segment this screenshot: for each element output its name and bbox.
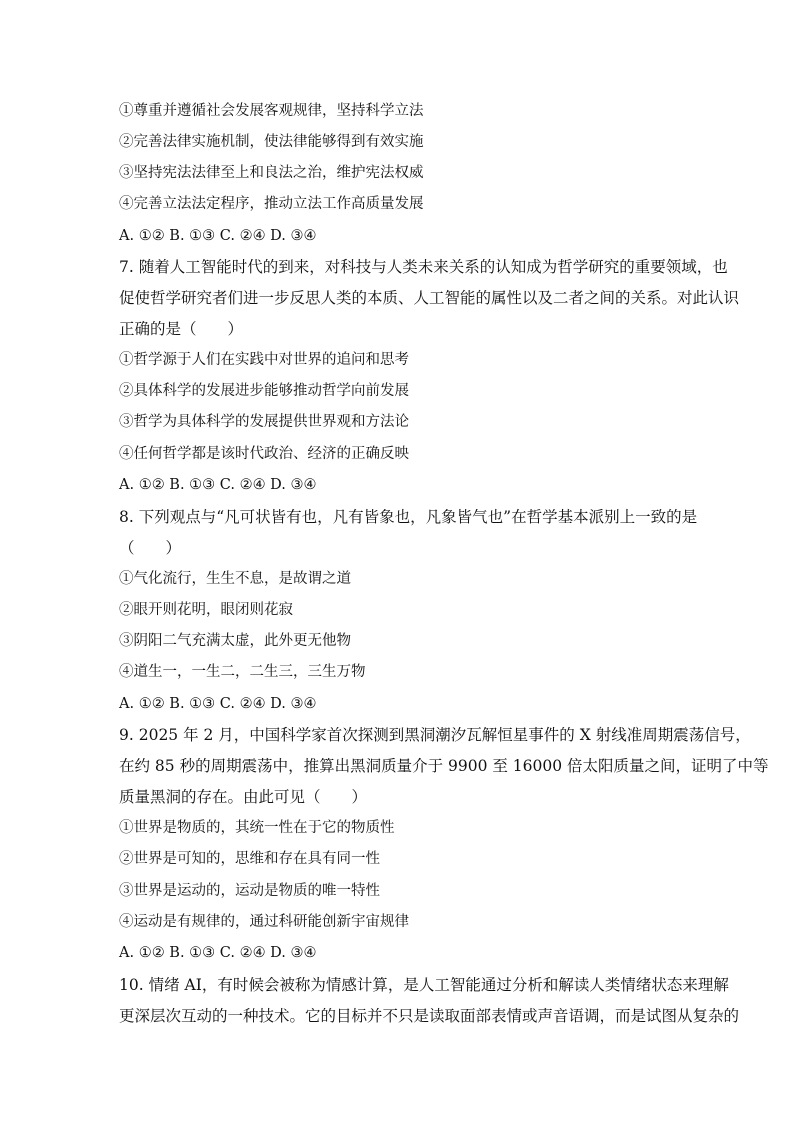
option-line: ④运动是有规律的，通过科研能创新宇宙规律	[119, 914, 409, 930]
question-7-line: 正确的是（ ）	[119, 320, 244, 338]
answer-choices: A. ①② B. ①③ C. ②④ D. ③④	[119, 945, 317, 961]
option-line: ②眼开则花明，眼闭则花寂	[119, 602, 293, 618]
option-line: ③世界是运动的，运动是物质的唯一特性	[119, 883, 380, 899]
option-line: ②完善法律实施机制，使法律能够得到有效实施	[119, 134, 424, 150]
option-line: ②具体科学的发展进步能够推动哲学向前发展	[119, 383, 409, 399]
option-line: ③阴阳二气充满太虚，此外更无他物	[119, 633, 351, 649]
answer-choices: A. ①② B. ①③ C. ②④ D. ③④	[119, 477, 317, 493]
option-line: ②世界是可知的，思维和存在具有同一性	[119, 851, 380, 867]
question-7-line: 促使哲学研究者们进一步反思人类的本质、人工智能的属性以及二者之间的关系。对此认识	[119, 289, 740, 307]
option-line: ④完善立法法定程序，推动立法工作高质量发展	[119, 196, 424, 212]
option-line: ①尊重并遵循社会发展客观规律，坚持科学立法	[119, 103, 424, 119]
question-10-line: 更深层次互动的一种技术。它的目标并不只是读取面部表情或声音语调，而是试图从复杂的	[119, 1007, 740, 1025]
question-9-line: 9. 2025 年 2 月，中国科学家首次探测到黑洞潮汐瓦解恒星事件的 X 射线准周期震荡信号，	[119, 726, 751, 744]
option-line: ③哲学为具体科学的发展提供世界观和方法论	[119, 414, 409, 430]
answer-choices: A. ①② B. ①③ C. ②④ D. ③④	[119, 228, 317, 244]
question-8-line: 8. 下列观点与“凡可状皆有也，凡有皆象也，凡象皆气也”在哲学基本派别上一致的是	[119, 508, 698, 526]
answer-choices: A. ①② B. ①③ C. ②④ D. ③④	[119, 696, 317, 712]
question-9-line: 在约 85 秒的周期震荡中，推算出黑洞质量介于 9900 至 16000 倍太阳质量之间，证明了中等	[119, 757, 769, 775]
question-9-line: 质量黑洞的存在。由此可见（ ）	[119, 788, 368, 806]
question-7-line: 7. 随着人工智能时代的到来，对科技与人类未来关系的认知成为哲学研究的重要领域，也	[119, 258, 728, 276]
option-line: ③坚持宪法法律至上和良法之治，维护宪法权威	[119, 165, 424, 181]
option-line: ④任何哲学都是该时代政治、经济的正确反映	[119, 446, 409, 462]
option-line: ①世界是物质的，其统一性在于它的物质性	[119, 820, 395, 836]
option-line: ①气化流行，生生不息，是故谓之道	[119, 571, 351, 587]
option-line: ①哲学源于人们在实践中对世界的追问和思考	[119, 352, 409, 368]
option-line: ④道生一，一生二，二生三，三生万物	[119, 664, 366, 680]
question-10-line: 10. 情绪 AI，有时候会被称为情感计算，是人工智能通过分析和解读人类情绪状态来理解	[119, 976, 729, 994]
question-8-line: （ ）	[119, 539, 182, 557]
